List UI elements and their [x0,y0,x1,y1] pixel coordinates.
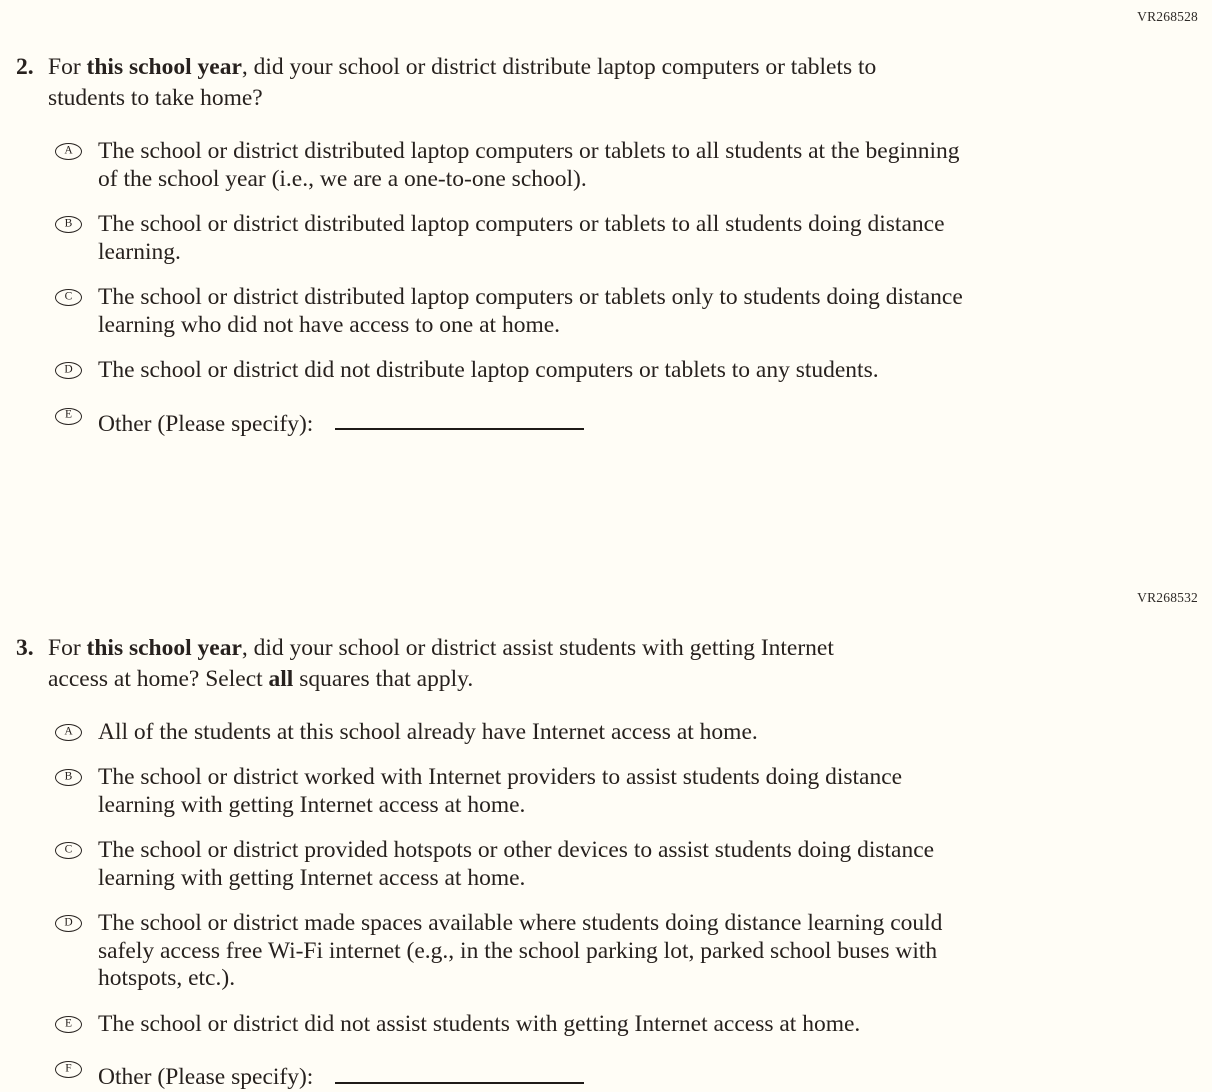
option-text-q2-b: The school or district distributed laptop computers or tablets to all students doing distance learning. [98,211,945,265]
answer-bubble-q2-a[interactable] [55,143,82,160]
option-letter: B [64,770,73,783]
question-3-line-1: For this school year, did your school or district assist students with getting Internet [48,634,834,661]
answer-bubble-q3-e[interactable] [55,1016,82,1033]
option-row-q2-d [55,357,1212,385]
question-2-number: 2. [16,54,34,80]
option-letter: A [64,144,73,157]
option-row-q3-a [55,719,1212,747]
option-text-q2-e: Other (Please specify): [98,403,1212,438]
option-letter: C [64,843,73,856]
write-in-line-q3[interactable] [335,1056,584,1084]
option-letter: F [65,1062,72,1075]
question-2-text [48,52,1212,114]
question-3-number: 3. [16,634,34,661]
option-row-q3-e [55,1011,1212,1039]
option-text-q3-d: The school or district made spaces available where students doing distance learning could safely access free Wi-Fi internet (e.g., in the school parking lot, parked school buses with hotspots, etc.). [98,910,943,992]
option-text-q3-c: The school or district provided hotspots or other devices to assist students doing distance learning with getting Internet access at home. [98,837,935,891]
question-3-text [48,633,1212,695]
answer-bubble-q3-a[interactable] [55,724,82,741]
question-3-options [0,719,1212,1092]
answer-bubble-q2-c[interactable] [55,289,82,306]
question-3-line-2: access at home? Select all squares that apply. [48,665,474,692]
answer-bubble-q3-c[interactable] [55,842,82,859]
question-2-line-1: For this school year, did your school or district distribute laptop computers or tablets to [48,54,877,80]
option-text-q2-a: The school or district distributed laptop computers or tablets to all students at the beginning of the school year (i.e., we are a one-to-one school). [98,138,960,192]
option-letter: D [64,363,73,376]
answer-bubble-q3-d[interactable] [55,915,82,932]
option-text-q3-a: All of the students at this school already have Internet access at home. [98,718,758,745]
answer-bubble-q2-b[interactable] [55,216,82,233]
option-row-q3-f [55,1056,1212,1091]
option-row-q3-b [55,764,1212,819]
question-3-prompt [0,633,1212,695]
option-row-q3-c [55,837,1212,892]
answer-bubble-q3-b[interactable] [55,769,82,786]
option-letter: E [64,408,73,421]
question-2-line-2: students to take home? [48,85,263,111]
option-row-q2-e [55,403,1212,438]
option-letter: C [64,290,73,303]
question-2-prompt [0,52,1212,114]
option-row-q3-d [55,910,1212,993]
form-code-q2: VR268528 [1137,9,1198,24]
option-letter: D [64,916,73,929]
option-letter: A [64,725,73,738]
answer-bubble-q2-d[interactable] [55,362,82,379]
form-code-q3: VR268532 [1137,589,1198,605]
option-text-q2-d: The school or district did not distribute laptop computers or tablets to any students. [98,357,879,383]
answer-bubble-q3-f[interactable] [55,1061,82,1078]
write-in-line-q2[interactable] [335,403,584,431]
question-2-options [0,138,1212,438]
option-row-q2-a [55,138,1212,193]
option-text-q3-f: Other (Please specify): [98,1056,1212,1091]
option-row-q2-b [55,211,1212,266]
option-text-q2-c: The school or district distributed laptop computers or tablets only to students doing distance learning who did not have access to one at home. [98,284,963,338]
option-text-q3-e: The school or district did not assist students with getting Internet access at home. [98,1010,861,1037]
option-letter: E [64,1017,73,1030]
option-text-q3-b: The school or district worked with Internet providers to assist students doing distance learning with getting Internet access at home. [98,764,903,818]
answer-bubble-q2-e[interactable] [55,408,82,425]
option-letter: B [64,217,73,230]
option-row-q2-c [55,284,1212,339]
